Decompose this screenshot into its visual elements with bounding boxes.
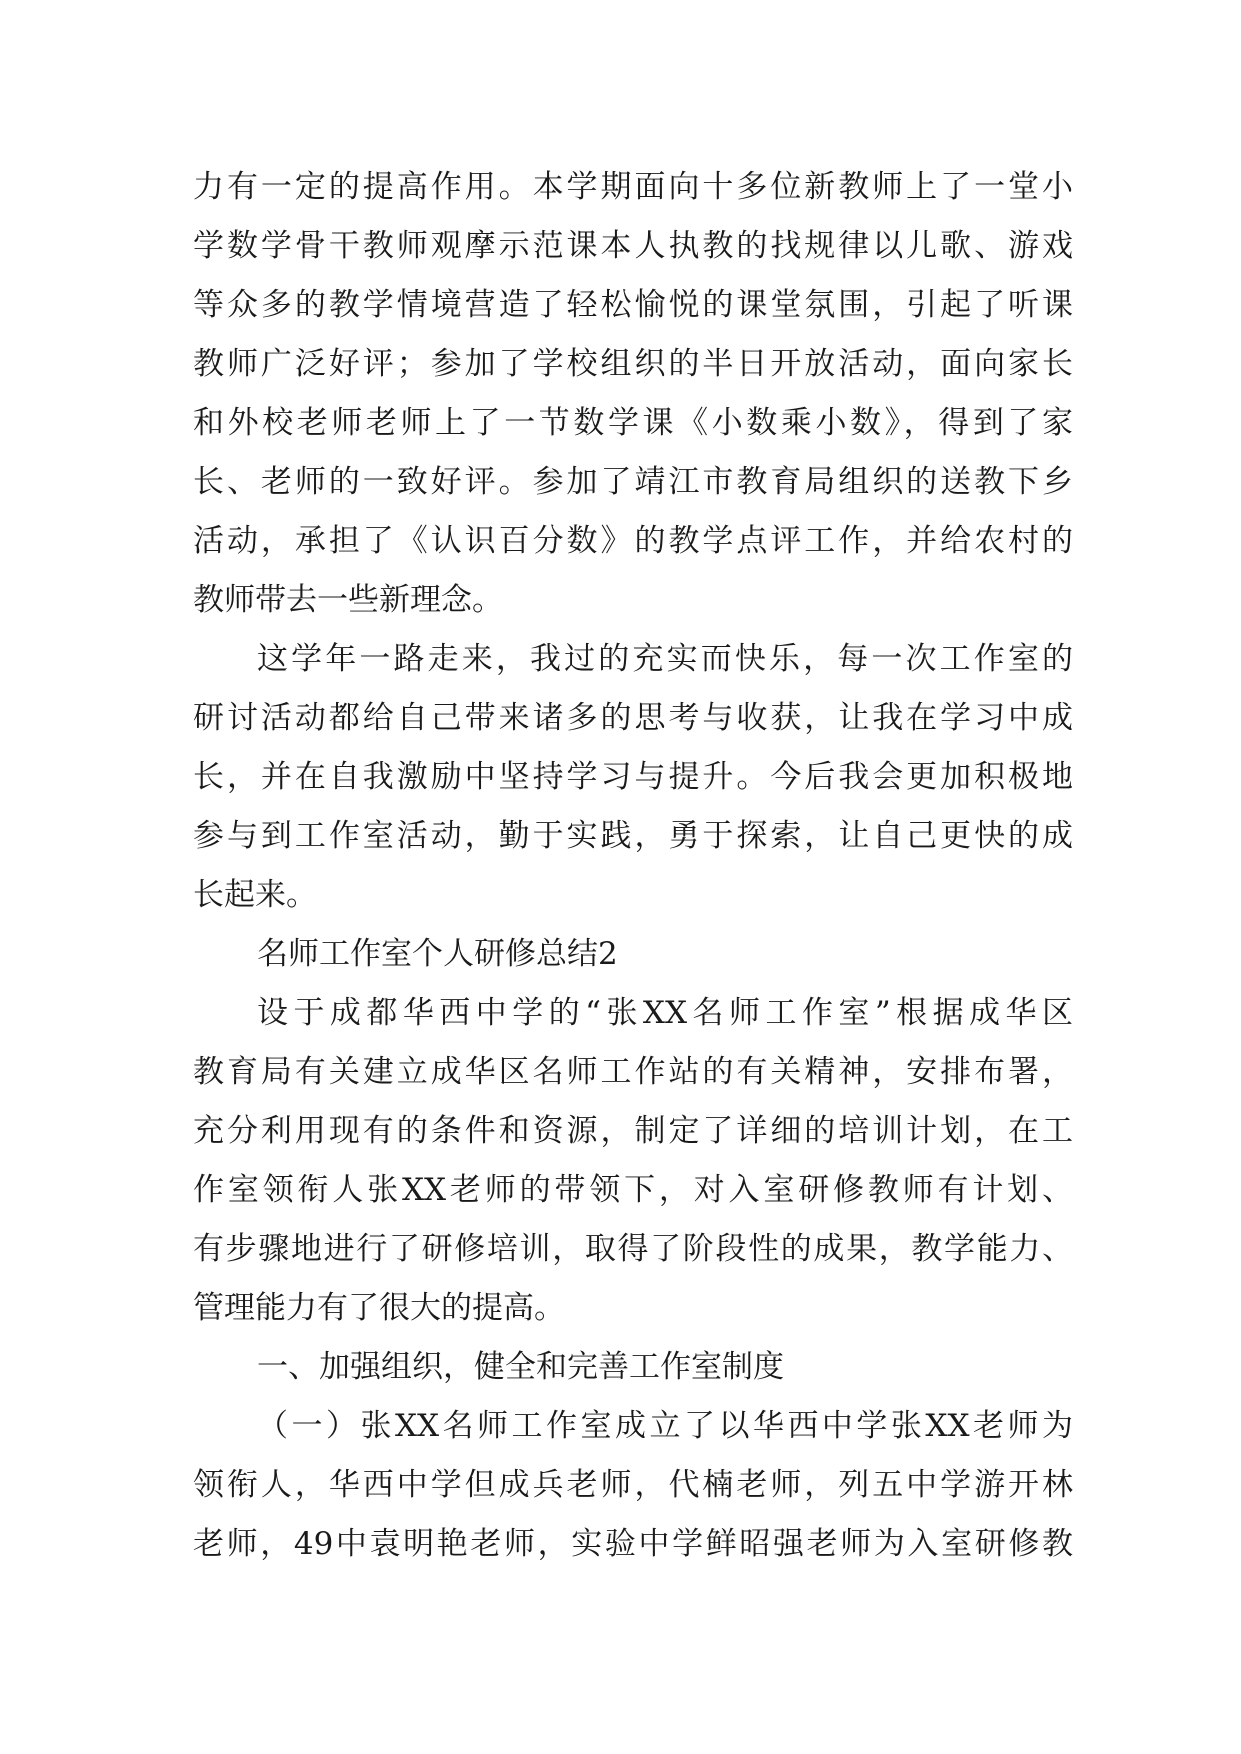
text-line: 活动，承担了《认识百分数》的教学点评工作，并给农村的 [193, 523, 1073, 559]
paragraph-teaching-activities [193, 158, 1073, 630]
text-line: 领衔人，华西中学但成兵老师，代楠老师，列五中学游开林 [193, 1467, 1073, 1503]
paragraph-reflection [193, 630, 1073, 925]
text-line: 教师带去一些新理念。 [193, 582, 503, 618]
text-line: 研讨活动都给自己带来诸多的思考与收获，让我在学习中成 [193, 700, 1073, 736]
text-line: 长，并在自我激励中坚持学习与提升。今后我会更加积极地 [193, 759, 1073, 795]
section-title-summary-2 [193, 925, 1073, 984]
text-line: 长、老师的一致好评。参加了靖江市教育局组织的送教下乡 [193, 464, 1073, 500]
text-line: 长起来。 [193, 877, 317, 913]
text-line: （一）张XX名师工作室成立了以华西中学张XX老师为 [257, 1408, 1073, 1444]
text-line: 一、加强组织，健全和完善工作室制度 [257, 1349, 784, 1385]
text-line: 参与到工作室活动，勤于实践，勇于探索，让自己更快的成 [193, 818, 1073, 854]
text-line: 老师，49中袁明艳老师，实验中学鲜昭强老师为入室研修教 [193, 1526, 1073, 1562]
text-line: 学数学骨干教师观摩示范课本人执教的找规律以儿歌、游戏 [193, 228, 1073, 264]
text-line: 力有一定的提高作用。本学期面向十多位新教师上了一堂小 [193, 169, 1073, 205]
text-line: 作室领衔人张XX老师的带领下，对入室研修教师有计划、 [193, 1172, 1073, 1208]
text-line: 名师工作室个人研修总结2 [257, 936, 618, 972]
text-line: 管理能力有了很大的提高。 [193, 1290, 565, 1326]
text-line: 这学年一路走来，我过的充实而快乐，每一次工作室的 [257, 641, 1073, 677]
text-line: 有步骤地进行了研修培训，取得了阶段性的成果，教学能力、 [193, 1231, 1073, 1267]
document-body [193, 158, 1073, 1574]
paragraph-studio-intro [193, 984, 1073, 1338]
text-line: 教师广泛好评；参加了学校组织的半日开放活动，面向家长 [193, 346, 1073, 382]
text-line: 设于成都华西中学的“张XX名师工作室”根据成华区 [257, 995, 1073, 1031]
text-line: 充分利用现有的条件和资源，制定了详细的培训计划，在工 [193, 1113, 1073, 1149]
heading-strengthen-organization [193, 1338, 1073, 1397]
text-line: 等众多的教学情境营造了轻松愉悦的课堂氛围，引起了听课 [193, 287, 1073, 323]
text-line: 教育局有关建立成华区名师工作站的有关精神，安排布署， [193, 1054, 1073, 1090]
paragraph-members [193, 1397, 1073, 1574]
text-line: 和外校老师老师上了一节数学课《小数乘小数》，得到了家 [193, 405, 1073, 441]
